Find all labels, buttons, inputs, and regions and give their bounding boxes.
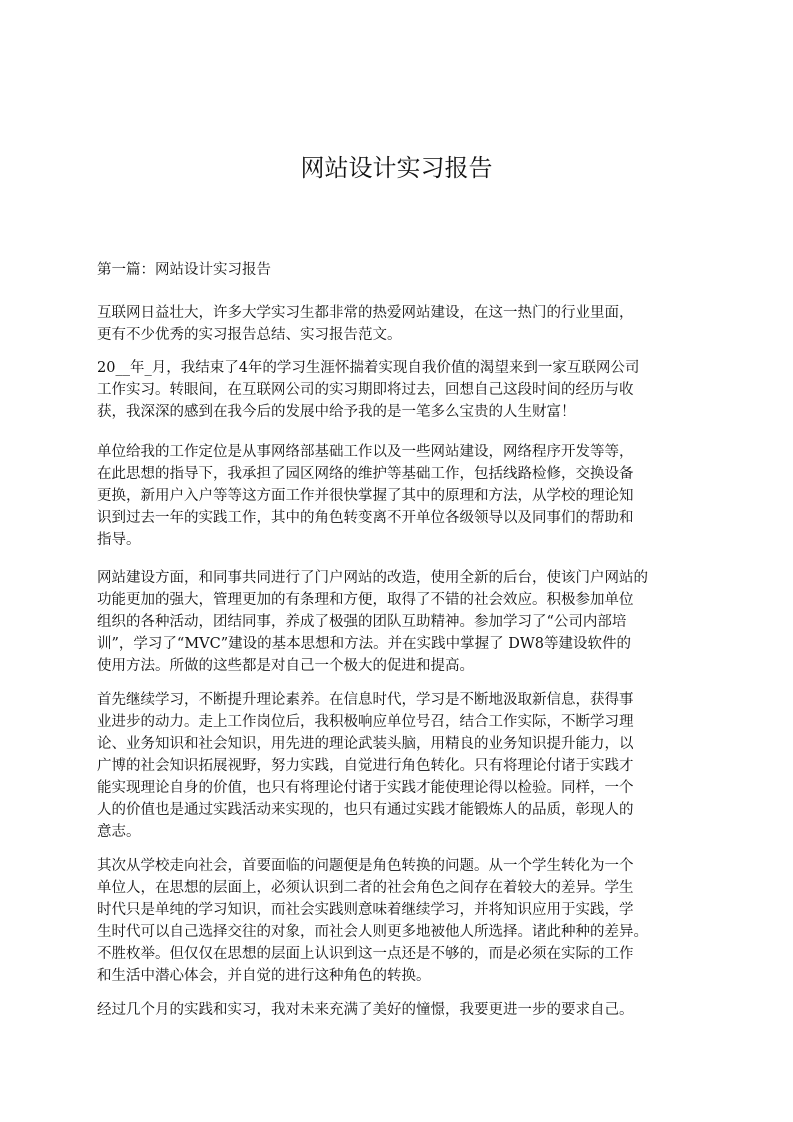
paragraph-2 bbox=[97, 357, 709, 423]
text-line: 更换，新用户入户等等这方面工作并很快掌握了其中的原理和方法，从学校的理论知 bbox=[97, 488, 634, 504]
text-line: 其次从学校走向社会，首要面临的问题便是角色转换的问题。从一个学生转化为一个 bbox=[97, 858, 634, 874]
paragraph-1 bbox=[97, 302, 709, 346]
text-line: 业进步的动力。走上工作岗位后，我积极响应单位号召，结合工作实际，不断学习理 bbox=[97, 714, 634, 730]
text-line: 网站建设方面，和同事共同进行了门户网站的改造，使用全新的后台，使该门户网站的 bbox=[97, 570, 648, 586]
text-line: 和生活中潜心体会，并自觉的进行这种角色的转换。 bbox=[97, 968, 431, 984]
text-line: 不胜枚举。但仅仅在思想的层面上认识到这一点还是不够的，而是必须在实际的工作 bbox=[97, 946, 634, 962]
text-line: 工作实习。转眼间，在互联网公司的实习期即将过去，回想自己这段时间的经历与收 bbox=[97, 382, 634, 398]
text-line: 识到过去一年的实践工作，其中的角色转变离不开单位各级领导以及同事们的帮助和 bbox=[97, 510, 634, 526]
text-line: 论、业务知识和社会知识，用先进的理论武装头脑，用精良的业务知识提升能力，以 bbox=[97, 736, 634, 752]
text-line: 在此思想的指导下，我承担了园区网络的维护等基础工作，包括线路检修，交换设备 bbox=[97, 466, 634, 482]
text-line: 更有不少优秀的实习报告总结、实习报告范文。 bbox=[97, 327, 402, 343]
text-line: 生时代可以自己选择交往的对象，而社会人则更多地被他人所选择。诸此种种的差异。 bbox=[97, 924, 648, 940]
text-line: 互联网日益壮大，许多大学实习生都非常的热爱网站建设，在这一热门的行业里面， bbox=[97, 305, 634, 321]
text-line: 首先继续学习，不断提升理论素养。在信息时代，学习是不断地汲取新信息，获得事 bbox=[97, 692, 634, 708]
text-line: 单位人，在思想的层面上，必须认识到二者的社会角色之间存在着较大的差异。学生 bbox=[97, 880, 634, 896]
text-line: 功能更加的强大，管理更加的有条理和方便，取得了不错的社会效应。积极参加单位 bbox=[97, 592, 634, 608]
text-line: 第一篇：网站设计实习报告 bbox=[97, 262, 271, 278]
paragraph-7 bbox=[97, 999, 709, 1021]
paragraph-4 bbox=[97, 567, 709, 677]
paragraph-5 bbox=[97, 689, 709, 843]
text-line: 广博的社会知识拓展视野，努力实践，自觉进行角色转化。只有将理论付诸于实践才 bbox=[97, 758, 634, 774]
text-line: 单位给我的工作定位是从事网络部基础工作以及一些网站建设，网络程序开发等等， bbox=[97, 444, 634, 460]
page-title: 网站设计实习报告 bbox=[300, 154, 493, 183]
text-line: 组织的各种活动，团结同事，养成了极强的团队互助精神。参加学习了“公司内部培 bbox=[97, 614, 627, 630]
text-line: 获，我深深的感到在我今后的发展中给予我的是一笔多么宝贵的人生财富！ bbox=[97, 404, 576, 420]
paragraph-6 bbox=[97, 855, 709, 987]
text-line: 时代只是单纯的学习知识，而社会实践则意味着继续学习，并将知识应用于实践，学 bbox=[97, 902, 634, 918]
paragraph-3 bbox=[97, 441, 709, 551]
section-heading bbox=[97, 259, 709, 281]
text-line: 指导。 bbox=[97, 532, 141, 548]
text-line: 经过几个月的实践和实习，我对未来充满了美好的憧憬，我要更进一步的要求自己。 bbox=[97, 1002, 634, 1018]
text-line: 意志。 bbox=[97, 824, 141, 840]
text-line: 训”，学习了“MVC”建设的基本思想和方法。并在实践中掌握了 DW8等建设软件的 bbox=[97, 636, 632, 652]
text-line: 能实现理论自身的价值，也只有将理论付诸于实践才能使理论得以检验。同样，一个 bbox=[97, 780, 634, 796]
text-line: 使用方法。所做的这些都是对自己一个极大的促进和提高。 bbox=[97, 658, 474, 674]
text-line: 人的价值也是通过实践活动来实现的，也只有通过实践才能锻炼人的品质，彰现人的 bbox=[97, 802, 634, 818]
text-line: 20__年_月，我结束了4年的学习生涯怀揣着实现自我价值的渴望来到一家互联网公司 bbox=[97, 360, 640, 376]
